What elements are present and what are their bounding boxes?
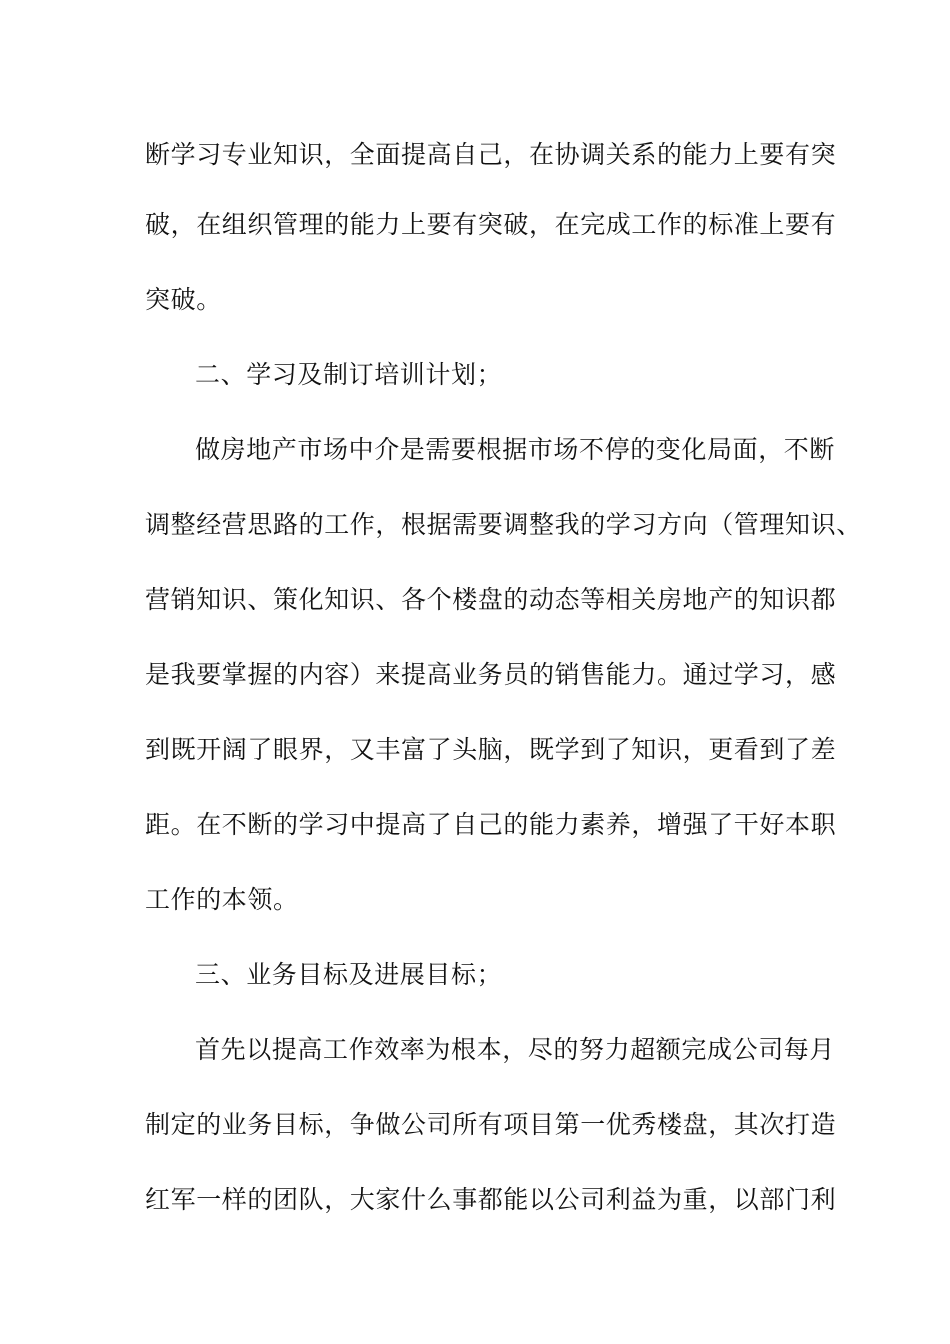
section-heading: 二、学习及制订培训计划； [195,360,503,389]
text-line: 红军一样的团队，大家什么事都能以公司利益为重，以部门利 [145,1185,837,1214]
text-line: 做房地产市场中介是需要根据市场不停的变化局面，不断 [195,435,836,464]
text-line: 断学习专业知识，全面提高自己，在协调关系的能力上要有突 [145,140,837,169]
text-line: 是我要掌握的内容）来提高业务员的销售能力。通过学习，感 [145,660,837,689]
text-line: 营销知识、策化知识、各个楼盘的动态等相关房地产的知识都 [145,585,837,614]
text-line: 工作的本领。 [145,885,299,914]
text-line: 制定的业务目标，争做公司所有项目第一优秀楼盘，其次打造 [145,1110,837,1139]
text-line: 破，在组织管理的能力上要有突破，在完成工作的标准上要有 [145,210,837,239]
text-line: 突破。 [145,285,222,314]
text-line: 调整经营思路的工作，根据需要调整我的学习方向（管理知识、 [145,510,862,539]
section-heading: 三、业务目标及进展目标； [195,960,503,989]
text-line: 距。在不断的学习中提高了自己的能力素养，增强了干好本职 [145,810,837,839]
text-line: 首先以提高工作效率为根本，尽的努力超额完成公司每月 [195,1035,836,1064]
text-line: 到既开阔了眼界，又丰富了头脑，既学到了知识，更看到了差 [145,735,837,764]
